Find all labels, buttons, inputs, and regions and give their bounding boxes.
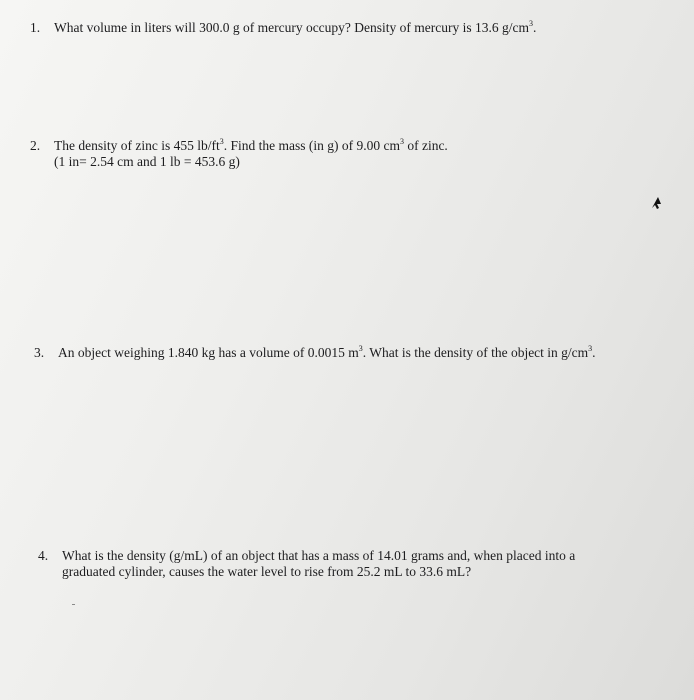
question-text-mid: . What is the density of the object in g/cm (362, 345, 589, 360)
question-number: 2. (30, 138, 41, 153)
mouse-pointer-icon (650, 196, 662, 210)
pen-mark (72, 604, 75, 605)
question-text-end: . (592, 345, 596, 360)
question-line-1 (30, 138, 448, 154)
question-2 (30, 138, 448, 170)
question-line-2: graduated cylinder, causes the water level to rise from 25.2 mL to 33.6 mL? (62, 564, 472, 579)
question-text-end: . (533, 20, 537, 35)
question-text-mid: . Find the mass (in g) of 9.00 cm (223, 138, 400, 153)
question-line-1 (38, 548, 575, 564)
superscript-exponent: 3 (399, 137, 404, 146)
question-line-2: (1 in= 2.54 cm and 1 lb = 453.6 g) (54, 154, 240, 169)
question-text: What volume in liters will 300.0 g of mercury occupy? Density of mercury is 13.6 g/cm (54, 20, 530, 35)
question-text: The density of zinc is 455 lb/ft (54, 138, 220, 153)
superscript-exponent: 3 (588, 344, 593, 353)
question-text: An object weighing 1.840 kg has a volume of 0.0015 m (58, 345, 359, 360)
question-number: 4. (38, 548, 49, 563)
question-text: What is the density (g/mL) of an object that has a mass of 14.01 grams and, when placed into a (62, 548, 576, 563)
question-1 (30, 20, 536, 36)
superscript-exponent: 3 (219, 137, 224, 146)
question-3 (34, 345, 596, 361)
question-number: 3. (34, 345, 45, 360)
question-number: 1. (30, 20, 41, 35)
question-4 (38, 548, 575, 580)
superscript-exponent: 3 (358, 344, 363, 353)
question-text-end: of zinc. (403, 138, 448, 153)
superscript-exponent: 3 (529, 19, 534, 28)
